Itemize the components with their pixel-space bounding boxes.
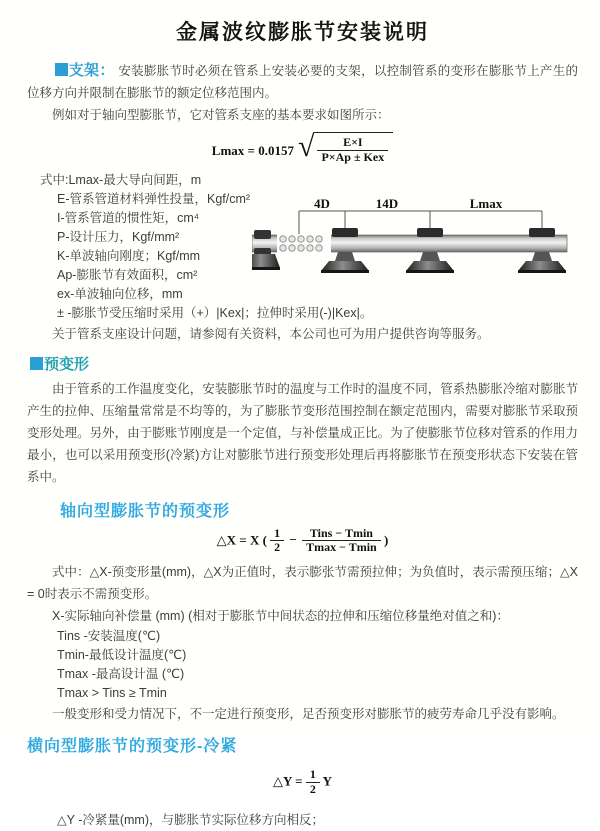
axial-formula-row [27,527,578,556]
definition-item: 式中:Lmax-最大导向间距，m [40,172,202,187]
lateral-note-text: △Y -冷紧量(mm)，与膨胀节实际位移方向相反； [57,812,325,827]
lateral-subsection-heading: 横向型膨胀节的预变形-冷紧 [27,738,238,756]
section-marker-icon [55,63,68,76]
bracket-section-heading [55,62,115,79]
lmax-formula-row [27,132,578,165]
dim-label-lmax: Lmax [469,197,503,211]
sqrt-radical [298,132,393,165]
lateral-formula-pre: △Y = [273,773,303,789]
predeform-section-heading [30,353,578,374]
temperature-definition-list [27,627,578,703]
definitions-and-diagram [27,171,578,323]
lateral-formula [273,768,332,797]
bracket-example-text: 例如对于轴向型膨胀节，它对管系支座的基本要求如图所示： [52,108,390,122]
minus-operator: − [289,531,297,547]
bracket-intro-text: 安装膨胀节时必须在管系上安装必要的支架，以控制管系的变形在膨胀节上产生的位移方向并限制在膨胀节的额定位移范围内。 [27,64,578,100]
page-title: 金属波纹膨胀节安装说明 [176,21,429,44]
temp-ratio-fraction [302,527,381,556]
definition-item: ± -膨胀节受压缩时采用（+）|Kex|；拉伸时采用(-)|Kex|。 [57,305,373,320]
definition-item: I-管系管道的惯性矩，cm⁴ [57,210,200,225]
definition-item: P-设计压力，Kgf/mm² [57,229,180,244]
pipe-support-diagram [252,198,572,293]
temp-definition-item: Tmin-最低设计温度(℃) [57,648,187,663]
definition-item: Ap-膨胀节有效面积，cm² [57,267,198,282]
lmax-formula-lhs: Lmax = 0.0157 [211,143,294,158]
axial-formula [217,527,389,556]
temp-ratio-numerator: Tins − Tmin [302,527,381,542]
lateral-half-denominator: 2 [309,781,316,796]
lmax-formula-numerator: E×I [317,136,388,151]
definition-item: ex-单波轴向位移，mm [57,286,183,301]
sqrt-symbol-icon: √ [297,130,315,163]
axial-subsection-heading: 轴向型膨胀节的预变形 [60,502,231,520]
predeform-section-label: 预变形 [44,355,90,373]
bracket-note-text: 关于管系支座设计问题，请参阅有关资料，本公司也可为用户提供咨询等服务。 [52,326,490,341]
section-marker-icon [30,357,43,370]
axial-formula-close: ) [383,531,389,547]
lateral-formula-row [27,768,578,797]
axial-formula-pre: △X = X ( [216,531,267,547]
axial-explain-text: 式中：△X-预变形量(mm)，△X为正值时，表示膨张节需预拉伸；为负值时，表示需预压缩；△X = 0时表示不需预变形。 [27,565,578,602]
dim-label-14d: 14D [375,197,399,211]
half-numerator: 1 [270,527,284,542]
lmax-formula [212,132,393,165]
temp-definition-item: Tmax > Tins ≥ Tmin [57,686,167,701]
definition-item: K-单波轴向刚度；Kgf/mm [57,248,201,263]
lateral-formula-post: Y [322,773,332,789]
half-denominator: 2 [274,540,281,555]
lateral-half-numerator: 1 [306,768,320,783]
bracket-paragraph [27,60,578,104]
axial-x-definition: X-实际轴向补偿量 (mm) (相对于膨胀节中间状态的拉伸和压缩位移量绝对值之和)： [52,609,509,624]
temp-definition-item: Tins -安装温度(℃) [57,629,161,644]
lmax-formula-denominator: P×Ap ± Kex [321,149,385,164]
definition-item: E-管系管道材料弹性投量，Kgf/cm² [57,191,251,206]
dimension-labels [314,198,503,211]
bracket-section-label: 支架： [68,62,115,79]
temp-ratio-denominator: Tmax − Tmin [306,540,377,555]
axial-closing-text: 一般变形和受力情况下，不一定进行预变形，足否预变形对膨胀节的疲劳寿命几乎没有影响。 [52,707,565,722]
temp-definition-item: Tmax -最高设计温 (℃) [57,667,185,682]
dim-label-4d: 4D [314,197,330,211]
lateral-half-fraction [306,768,320,797]
bellows-icon [277,234,331,253]
predeform-paragraph: 由于管系的工作温度变化，安装膨胀节时的温度与工作时的温度不同，管系热膨胀冷缩对膨胀节产生的拉伸、压缩量常常是不均等的，为了膨胀节变形范围控制在额定范围内，需要对膨胀节采取预变形处理。另外，由于膨账节刚度是一个定值，与补偿量成正比。为了使膨胀节位移对管系的作用力最小，也可以采用预变形(冷紧)方让对膨胀节进行预变形处理后再将膨胀节在预变形状态下安装在管系中。 [27,381,578,484]
half-fraction [270,527,284,556]
